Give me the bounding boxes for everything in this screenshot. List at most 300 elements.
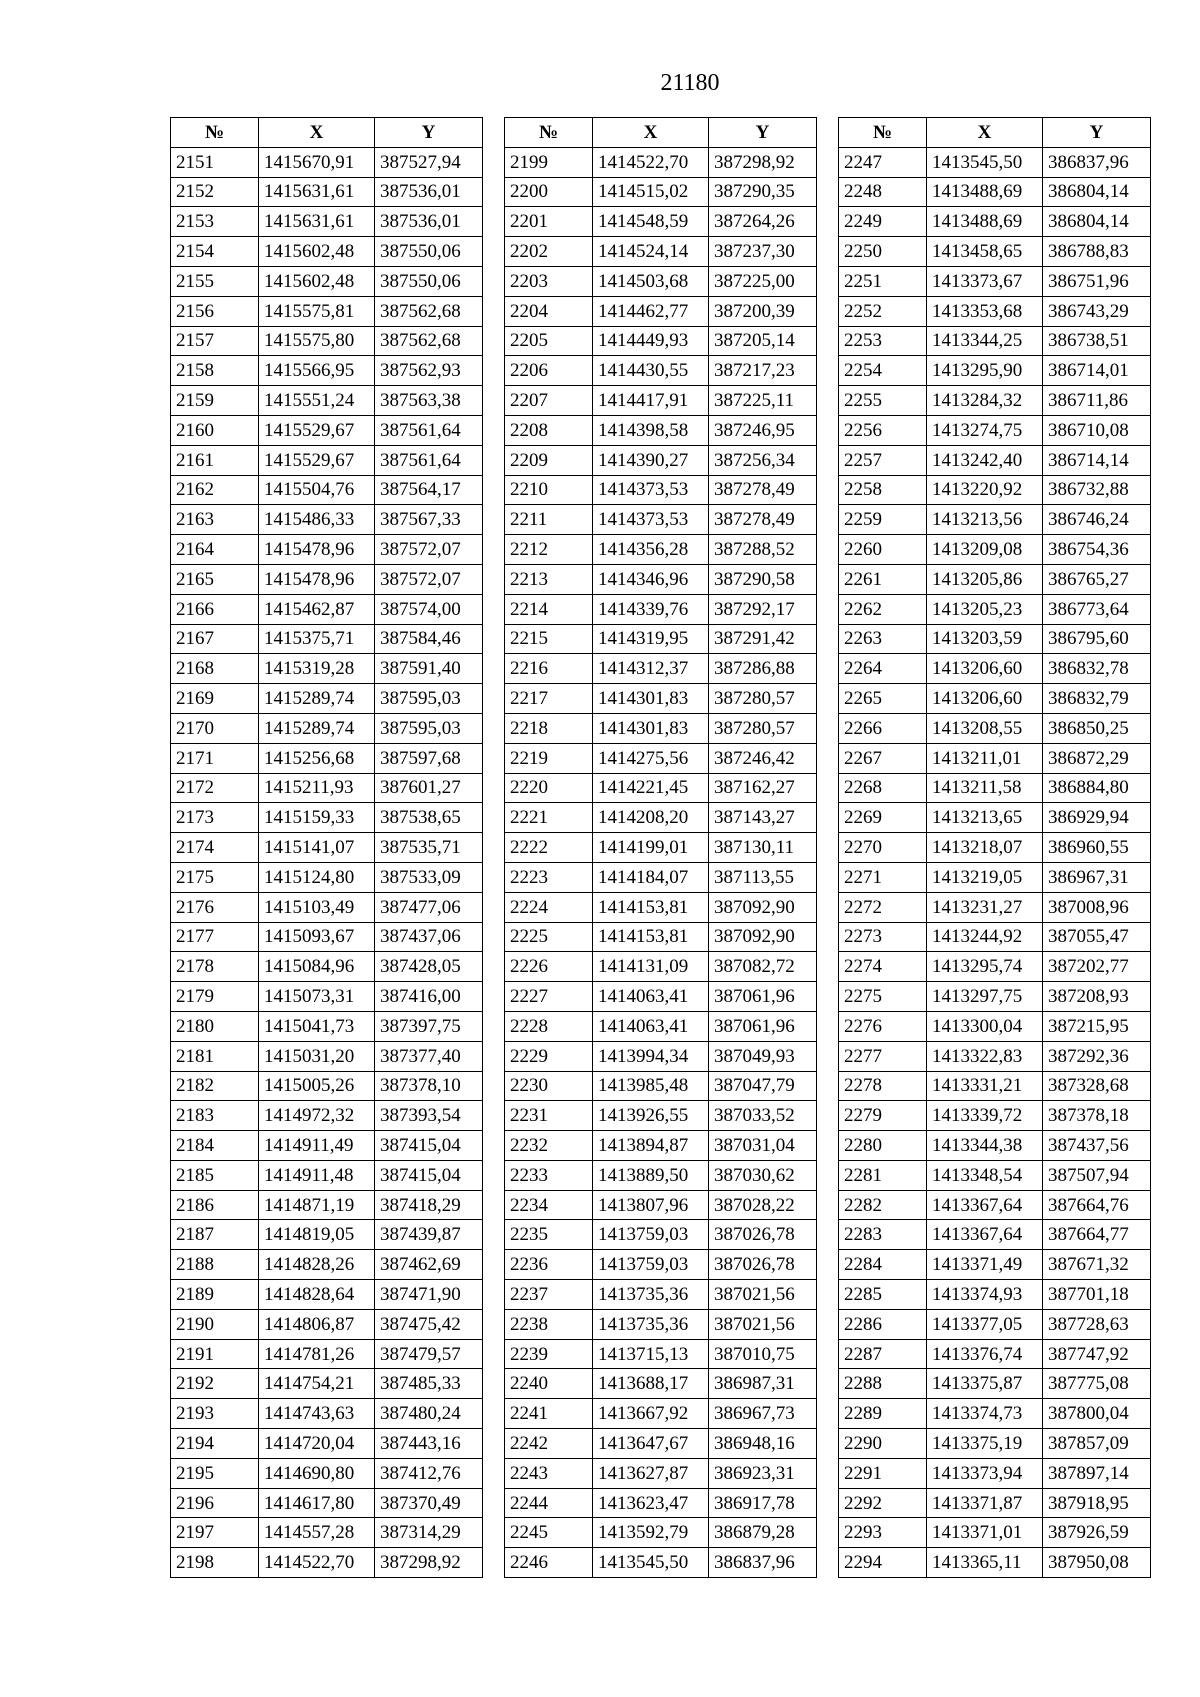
point-number-cell: 2283 [839, 1220, 927, 1250]
y-coordinate-cell: 386711,86 [1043, 386, 1151, 416]
table-row [171, 1429, 483, 1459]
table-row [171, 564, 483, 594]
table-row [839, 892, 1151, 922]
table-row [839, 1190, 1151, 1220]
y-coordinate-cell: 387217,23 [709, 356, 817, 386]
y-coordinate-cell: 386765,27 [1043, 564, 1151, 594]
point-number-cell: 2153 [171, 207, 259, 237]
point-number-cell: 2249 [839, 207, 927, 237]
x-coordinate-cell: 1413994,34 [593, 1041, 709, 1071]
y-coordinate-cell: 387092,90 [709, 892, 817, 922]
table-row [839, 415, 1151, 445]
table-row [505, 296, 817, 326]
y-coordinate-cell: 387584,46 [375, 624, 483, 654]
point-number-cell: 2202 [505, 237, 593, 267]
y-coordinate-cell: 387480,24 [375, 1399, 483, 1429]
point-number-cell: 2214 [505, 594, 593, 624]
y-coordinate-cell: 386710,08 [1043, 415, 1151, 445]
table-row [171, 1339, 483, 1369]
table-row [505, 1220, 817, 1250]
table-row [505, 803, 817, 833]
table-row [839, 773, 1151, 803]
x-coordinate-cell: 1415631,61 [259, 207, 375, 237]
x-coordinate-cell: 1414720,04 [259, 1429, 375, 1459]
point-number-cell: 2282 [839, 1190, 927, 1220]
point-number-cell: 2162 [171, 475, 259, 505]
table-row [839, 266, 1151, 296]
x-coordinate-cell: 1414063,41 [593, 982, 709, 1012]
table-row [171, 326, 483, 356]
x-coordinate-cell: 1415575,81 [259, 296, 375, 326]
y-coordinate-cell: 387292,36 [1043, 1041, 1151, 1071]
point-number-cell: 2176 [171, 892, 259, 922]
point-number-cell: 2219 [505, 743, 593, 773]
x-coordinate-cell: 1413344,25 [927, 326, 1043, 356]
point-number-cell: 2231 [505, 1101, 593, 1131]
y-coordinate-cell: 387298,92 [709, 147, 817, 177]
table-row [171, 833, 483, 863]
x-coordinate-cell: 1414221,45 [593, 773, 709, 803]
point-number-cell: 2271 [839, 862, 927, 892]
point-number-cell: 2154 [171, 237, 259, 267]
y-coordinate-cell: 387026,78 [709, 1250, 817, 1280]
table-row [171, 1399, 483, 1429]
x-coordinate-cell: 1413331,21 [927, 1071, 1043, 1101]
y-coordinate-cell: 386832,79 [1043, 684, 1151, 714]
point-number-cell: 2237 [505, 1280, 593, 1310]
table-row [171, 1041, 483, 1071]
point-number-cell: 2199 [505, 147, 593, 177]
x-coordinate-cell: 1413688,17 [593, 1369, 709, 1399]
y-coordinate-cell: 387775,08 [1043, 1369, 1151, 1399]
table-row [505, 266, 817, 296]
y-coordinate-cell: 387162,27 [709, 773, 817, 803]
x-coordinate-cell: 1414754,21 [259, 1369, 375, 1399]
y-coordinate-cell: 386850,25 [1043, 713, 1151, 743]
y-coordinate-cell: 386872,29 [1043, 743, 1151, 773]
y-coordinate-cell: 387428,05 [375, 952, 483, 982]
table-row [839, 445, 1151, 475]
x-coordinate-cell: 1413220,92 [927, 475, 1043, 505]
y-coordinate-cell: 387280,57 [709, 713, 817, 743]
point-number-cell: 2191 [171, 1339, 259, 1369]
table-row [505, 1041, 817, 1071]
point-number-cell: 2156 [171, 296, 259, 326]
point-number-cell: 2194 [171, 1429, 259, 1459]
x-coordinate-cell: 1413353,68 [927, 296, 1043, 326]
x-coordinate-cell: 1413592,79 [593, 1518, 709, 1548]
x-coordinate-cell: 1413242,40 [927, 445, 1043, 475]
table-row [505, 1488, 817, 1518]
y-coordinate-cell: 387475,42 [375, 1309, 483, 1339]
table-row [839, 356, 1151, 386]
table-row [505, 1309, 817, 1339]
point-number-cell: 2292 [839, 1488, 927, 1518]
y-coordinate-cell: 387485,33 [375, 1369, 483, 1399]
x-coordinate-cell: 1414153,81 [593, 892, 709, 922]
point-number-cell: 2233 [505, 1160, 593, 1190]
point-number-cell: 2160 [171, 415, 259, 445]
y-coordinate-cell: 386773,64 [1043, 594, 1151, 624]
x-coordinate-cell: 1413375,87 [927, 1369, 1043, 1399]
table-row [505, 1101, 817, 1131]
point-number-cell: 2259 [839, 505, 927, 535]
coordinate-tables [170, 117, 1151, 1578]
table-row [839, 386, 1151, 416]
table-row [171, 1548, 483, 1578]
x-coordinate-cell: 1413377,05 [927, 1309, 1043, 1339]
table-row [839, 207, 1151, 237]
point-number-cell: 2293 [839, 1518, 927, 1548]
table-row [171, 654, 483, 684]
table-row [171, 1101, 483, 1131]
x-coordinate-cell: 1414339,76 [593, 594, 709, 624]
table-row [171, 356, 483, 386]
table-row [839, 952, 1151, 982]
point-number-cell: 2168 [171, 654, 259, 684]
y-coordinate-cell: 387561,64 [375, 415, 483, 445]
y-coordinate-cell: 386714,14 [1043, 445, 1151, 475]
x-coordinate-cell: 1414690,80 [259, 1458, 375, 1488]
point-number-cell: 2286 [839, 1309, 927, 1339]
y-coordinate-cell: 387237,30 [709, 237, 817, 267]
y-coordinate-cell: 387507,94 [1043, 1160, 1151, 1190]
number-column-header: № [839, 118, 927, 148]
point-number-cell: 2216 [505, 654, 593, 684]
table-row [171, 594, 483, 624]
table-row [505, 415, 817, 445]
x-coordinate-cell: 1413488,69 [927, 207, 1043, 237]
y-coordinate-cell: 387031,04 [709, 1131, 817, 1161]
point-number-cell: 2252 [839, 296, 927, 326]
point-number-cell: 2174 [171, 833, 259, 863]
x-coordinate-cell: 1413759,03 [593, 1250, 709, 1280]
x-coordinate-cell: 1414557,28 [259, 1518, 375, 1548]
table-row [505, 1548, 817, 1578]
point-number-cell: 2241 [505, 1399, 593, 1429]
y-coordinate-cell: 386967,73 [709, 1399, 817, 1429]
point-number-cell: 2203 [505, 266, 593, 296]
x-coordinate-cell: 1413365,11 [927, 1548, 1043, 1578]
point-number-cell: 2244 [505, 1488, 593, 1518]
y-coordinate-cell: 387562,68 [375, 326, 483, 356]
point-number-cell: 2230 [505, 1071, 593, 1101]
x-coordinate-cell: 1414301,83 [593, 713, 709, 743]
table-row [505, 1339, 817, 1369]
x-coordinate-cell: 1415159,33 [259, 803, 375, 833]
y-coordinate-cell: 387397,75 [375, 1011, 483, 1041]
x-coordinate-cell: 1413371,87 [927, 1488, 1043, 1518]
x-coordinate-cell: 1413373,94 [927, 1458, 1043, 1488]
table-row [171, 952, 483, 982]
x-coordinate-cell: 1414346,96 [593, 564, 709, 594]
y-coordinate-cell: 387033,52 [709, 1101, 817, 1131]
x-coordinate-cell: 1415093,67 [259, 922, 375, 952]
point-number-cell: 2165 [171, 564, 259, 594]
x-coordinate-cell: 1414871,19 [259, 1190, 375, 1220]
y-coordinate-cell: 387280,57 [709, 684, 817, 714]
table-header-row [171, 118, 483, 148]
y-coordinate-cell: 386738,51 [1043, 326, 1151, 356]
x-coordinate-cell: 1415041,73 [259, 1011, 375, 1041]
y-coordinate-cell: 387443,16 [375, 1429, 483, 1459]
point-number-cell: 2175 [171, 862, 259, 892]
y-coordinate-cell: 387664,76 [1043, 1190, 1151, 1220]
point-number-cell: 2258 [839, 475, 927, 505]
point-number-cell: 2255 [839, 386, 927, 416]
y-coordinate-cell: 387021,56 [709, 1280, 817, 1310]
table-row [171, 803, 483, 833]
x-coordinate-cell: 1415031,20 [259, 1041, 375, 1071]
table-row [839, 982, 1151, 1012]
table-row [505, 1131, 817, 1161]
y-coordinate-cell: 386879,28 [709, 1518, 817, 1548]
x-coordinate-cell: 1415486,33 [259, 505, 375, 535]
y-coordinate-cell: 387113,55 [709, 862, 817, 892]
point-number-cell: 2213 [505, 564, 593, 594]
y-coordinate-cell: 387527,94 [375, 147, 483, 177]
y-coordinate-cell: 387567,33 [375, 505, 483, 535]
table-header-row [839, 118, 1151, 148]
x-coordinate-cell: 1414462,77 [593, 296, 709, 326]
table-row [505, 1458, 817, 1488]
point-number-cell: 2192 [171, 1369, 259, 1399]
table-row [505, 594, 817, 624]
point-number-cell: 2238 [505, 1309, 593, 1339]
table-row [171, 1488, 483, 1518]
table-row [171, 1518, 483, 1548]
point-number-cell: 2279 [839, 1101, 927, 1131]
table-row [505, 952, 817, 982]
x-coordinate-cell: 1415529,67 [259, 415, 375, 445]
table-row [505, 922, 817, 952]
point-number-cell: 2181 [171, 1041, 259, 1071]
x-coordinate-cell: 1414373,53 [593, 505, 709, 535]
table-row [839, 713, 1151, 743]
y-coordinate-cell: 387021,56 [709, 1309, 817, 1339]
x-coordinate-cell: 1415141,07 [259, 833, 375, 863]
point-number-cell: 2217 [505, 684, 593, 714]
x-coordinate-cell: 1415575,80 [259, 326, 375, 356]
table-row [839, 1160, 1151, 1190]
point-number-cell: 2180 [171, 1011, 259, 1041]
point-number-cell: 2243 [505, 1458, 593, 1488]
y-coordinate-cell: 387290,58 [709, 564, 817, 594]
y-coordinate-cell: 386804,14 [1043, 177, 1151, 207]
x-coordinate-cell: 1413218,07 [927, 833, 1043, 863]
coordinate-table-1 [170, 117, 483, 1578]
y-coordinate-cell: 387437,06 [375, 922, 483, 952]
y-coordinate-cell: 387857,09 [1043, 1429, 1151, 1459]
x-coordinate-cell: 1413715,13 [593, 1339, 709, 1369]
point-number-cell: 2256 [839, 415, 927, 445]
table-header-row [505, 118, 817, 148]
point-number-cell: 2284 [839, 1250, 927, 1280]
point-number-cell: 2190 [171, 1309, 259, 1339]
x-coordinate-cell: 1414398,58 [593, 415, 709, 445]
point-number-cell: 2248 [839, 177, 927, 207]
x-coordinate-cell: 1413244,92 [927, 922, 1043, 952]
y-coordinate-cell: 387550,06 [375, 266, 483, 296]
x-coordinate-cell: 1413623,47 [593, 1488, 709, 1518]
table-row [839, 1071, 1151, 1101]
table-row [839, 296, 1151, 326]
x-coordinate-cell: 1414806,87 [259, 1309, 375, 1339]
x-coordinate-cell: 1415566,95 [259, 356, 375, 386]
point-number-cell: 2264 [839, 654, 927, 684]
x-coordinate-cell: 1413375,19 [927, 1429, 1043, 1459]
point-number-cell: 2250 [839, 237, 927, 267]
table-row [505, 177, 817, 207]
x-coordinate-cell: 1415462,87 [259, 594, 375, 624]
y-coordinate-cell: 387225,11 [709, 386, 817, 416]
x-coordinate-cell: 1414301,83 [593, 684, 709, 714]
table-row [505, 535, 817, 565]
point-number-cell: 2291 [839, 1458, 927, 1488]
y-coordinate-cell: 387202,77 [1043, 952, 1151, 982]
table-row [839, 1458, 1151, 1488]
x-coordinate-cell: 1413458,65 [927, 237, 1043, 267]
y-coordinate-cell: 387574,00 [375, 594, 483, 624]
point-number-cell: 2185 [171, 1160, 259, 1190]
table-row [839, 147, 1151, 177]
table-row [171, 713, 483, 743]
x-coordinate-cell: 1413735,36 [593, 1309, 709, 1339]
y-coordinate-cell: 387591,40 [375, 654, 483, 684]
point-number-cell: 2169 [171, 684, 259, 714]
point-number-cell: 2210 [505, 475, 593, 505]
table-row [839, 654, 1151, 684]
table-row [171, 684, 483, 714]
table-row [839, 1250, 1151, 1280]
table-row [171, 505, 483, 535]
x-coordinate-cell: 1414373,53 [593, 475, 709, 505]
point-number-cell: 2262 [839, 594, 927, 624]
y-coordinate-cell: 387208,93 [1043, 982, 1151, 1012]
point-number-cell: 2209 [505, 445, 593, 475]
x-coordinate-cell: 1413295,74 [927, 952, 1043, 982]
y-coordinate-cell: 387747,92 [1043, 1339, 1151, 1369]
point-number-cell: 2218 [505, 713, 593, 743]
point-number-cell: 2182 [171, 1071, 259, 1101]
table-row [839, 326, 1151, 356]
point-number-cell: 2251 [839, 266, 927, 296]
point-number-cell: 2263 [839, 624, 927, 654]
point-number-cell: 2183 [171, 1101, 259, 1131]
point-number-cell: 2157 [171, 326, 259, 356]
x-coordinate-cell: 1415103,49 [259, 892, 375, 922]
y-coordinate-cell: 387597,68 [375, 743, 483, 773]
table-row [171, 1160, 483, 1190]
y-coordinate-cell: 387298,92 [375, 1548, 483, 1578]
x-coordinate-cell: 1415124,80 [259, 862, 375, 892]
table-row [505, 564, 817, 594]
y-coordinate-cell: 387047,79 [709, 1071, 817, 1101]
table-row [171, 1280, 483, 1310]
point-number-cell: 2277 [839, 1041, 927, 1071]
table-row [505, 356, 817, 386]
point-number-cell: 2205 [505, 326, 593, 356]
table-row [505, 1071, 817, 1101]
table-row [839, 1220, 1151, 1250]
point-number-cell: 2268 [839, 773, 927, 803]
y-coordinate-cell: 387278,49 [709, 475, 817, 505]
y-coordinate-cell: 387200,39 [709, 296, 817, 326]
table-row [505, 624, 817, 654]
y-coordinate-cell: 387533,09 [375, 862, 483, 892]
point-number-cell: 2220 [505, 773, 593, 803]
y-coordinate-cell: 387479,57 [375, 1339, 483, 1369]
point-number-cell: 2173 [171, 803, 259, 833]
table-row [505, 386, 817, 416]
point-number-cell: 2247 [839, 147, 927, 177]
table-row [171, 296, 483, 326]
y-coordinate-cell: 387536,01 [375, 177, 483, 207]
table-row [839, 475, 1151, 505]
point-number-cell: 2275 [839, 982, 927, 1012]
table-row [839, 803, 1151, 833]
point-number-cell: 2164 [171, 535, 259, 565]
x-coordinate-cell: 1413274,75 [927, 415, 1043, 445]
y-coordinate-cell: 387393,54 [375, 1101, 483, 1131]
x-coordinate-cell: 1413545,50 [593, 1548, 709, 1578]
y-coordinate-cell: 387314,29 [375, 1518, 483, 1548]
point-number-cell: 2179 [171, 982, 259, 1012]
table-row [505, 445, 817, 475]
x-coordinate-cell: 1413205,23 [927, 594, 1043, 624]
point-number-cell: 2229 [505, 1041, 593, 1071]
point-number-cell: 2201 [505, 207, 593, 237]
y-coordinate-cell: 386832,78 [1043, 654, 1151, 684]
y-coordinate-cell: 387028,22 [709, 1190, 817, 1220]
y-coordinate-cell: 386960,55 [1043, 833, 1151, 863]
point-number-cell: 2228 [505, 1011, 593, 1041]
y-coordinate-cell: 387288,52 [709, 535, 817, 565]
table-row [505, 773, 817, 803]
x-coordinate-cell: 1414319,95 [593, 624, 709, 654]
y-coordinate-cell: 387292,17 [709, 594, 817, 624]
table-row [171, 237, 483, 267]
table-row [839, 1280, 1151, 1310]
point-number-cell: 2200 [505, 177, 593, 207]
y-coordinate-cell: 387563,38 [375, 386, 483, 416]
table-row [505, 1160, 817, 1190]
x-coordinate-cell: 1414312,37 [593, 654, 709, 684]
table-row [839, 177, 1151, 207]
table-row [171, 207, 483, 237]
y-coordinate-cell: 387439,87 [375, 1220, 483, 1250]
point-number-cell: 2280 [839, 1131, 927, 1161]
x-coordinate-cell: 1414390,27 [593, 445, 709, 475]
y-coordinate-cell: 387008,96 [1043, 892, 1151, 922]
y-coordinate-cell: 386967,31 [1043, 862, 1151, 892]
table-row [839, 237, 1151, 267]
table-row [171, 266, 483, 296]
point-number-cell: 2257 [839, 445, 927, 475]
table-row [505, 475, 817, 505]
coordinate-table-3 [838, 117, 1151, 1578]
y-coordinate-cell: 387538,65 [375, 803, 483, 833]
x-coordinate-cell: 1414524,14 [593, 237, 709, 267]
y-coordinate-cell: 386795,60 [1043, 624, 1151, 654]
x-coordinate-cell: 1414522,70 [593, 147, 709, 177]
table-row [505, 833, 817, 863]
table-row [505, 207, 817, 237]
y-coordinate-cell: 387728,63 [1043, 1309, 1151, 1339]
table-row [839, 743, 1151, 773]
number-column-header: № [171, 118, 259, 148]
x-coordinate-cell: 1414356,28 [593, 535, 709, 565]
